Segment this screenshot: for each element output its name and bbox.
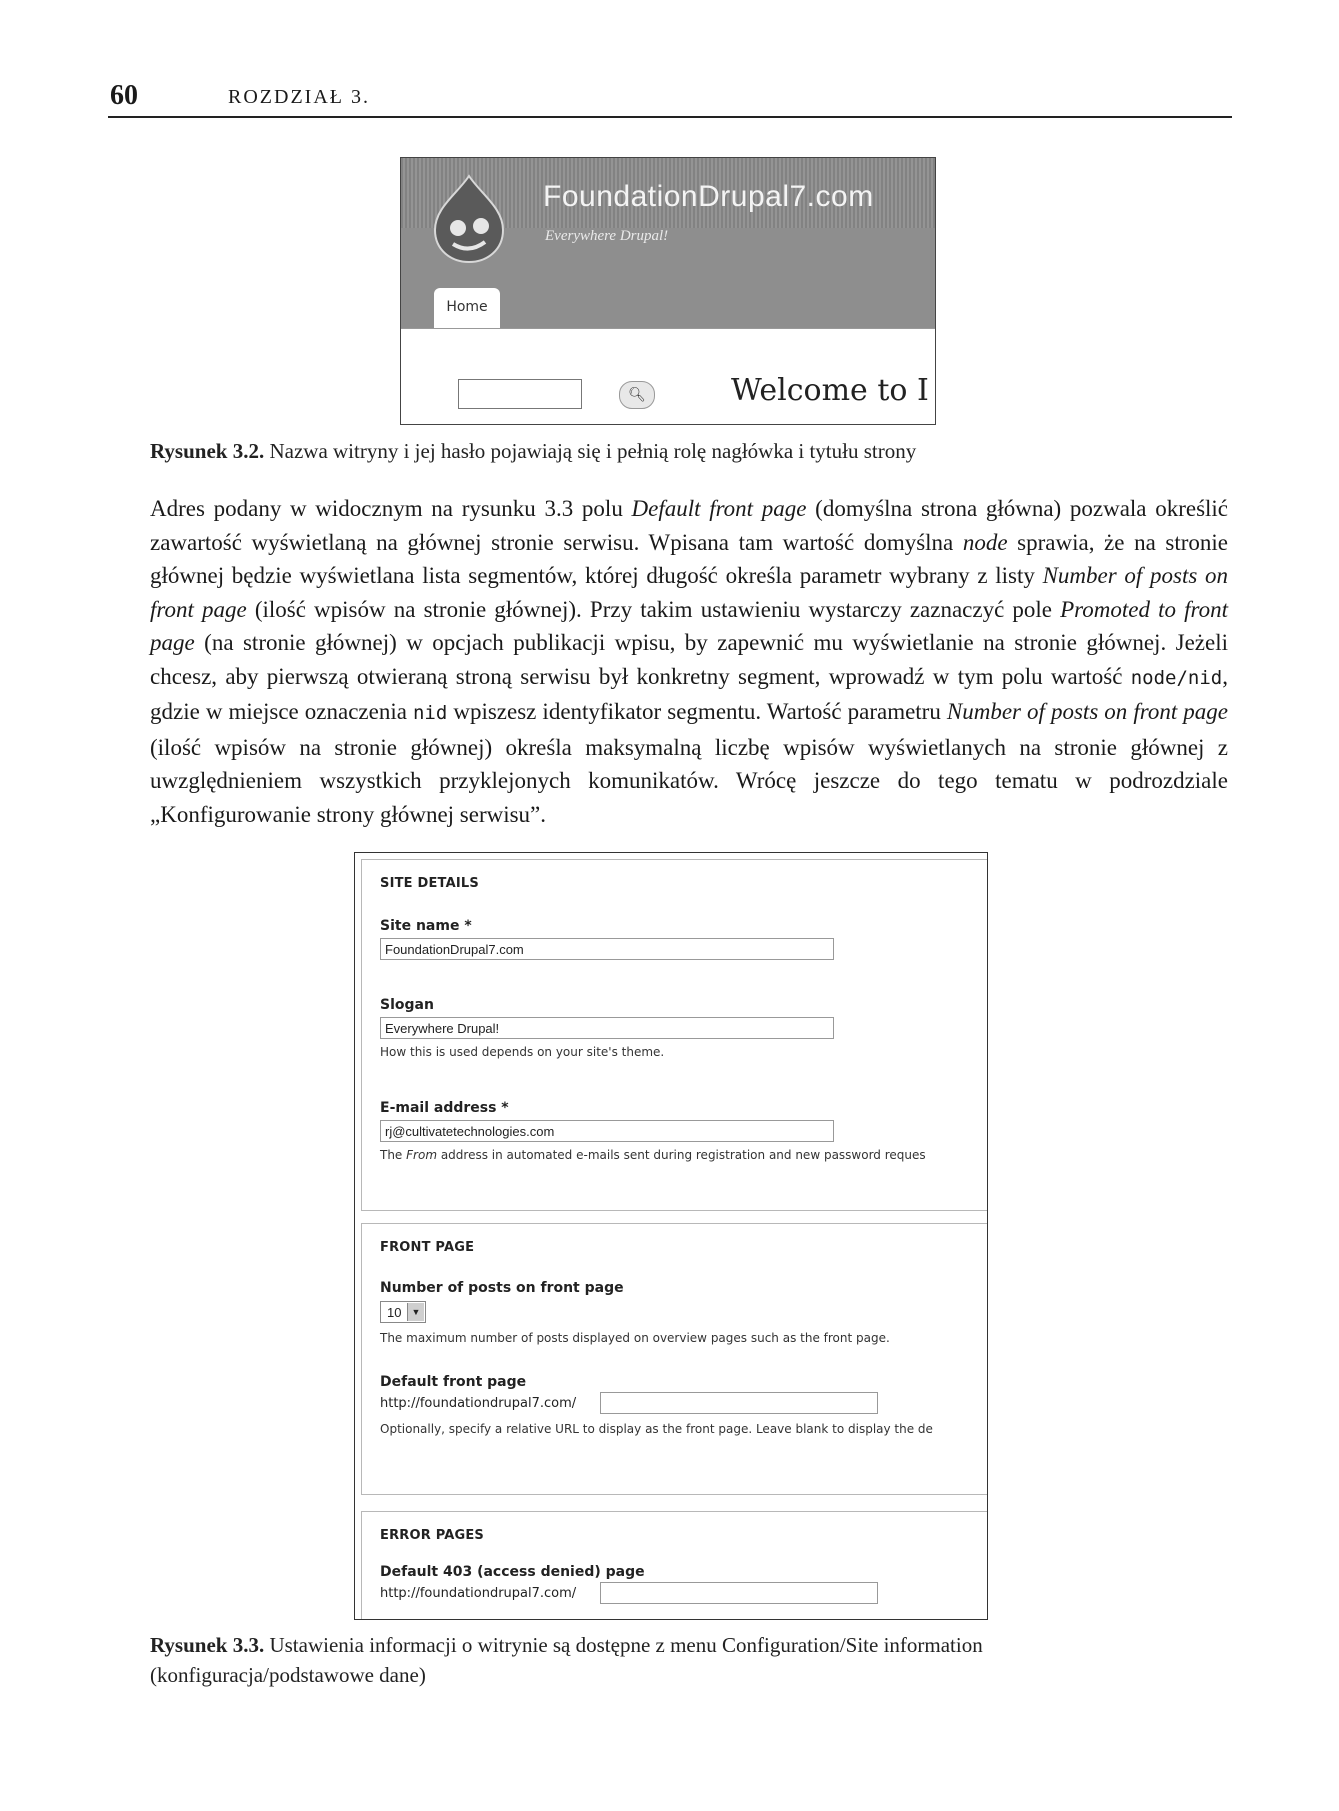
- site-name-heading[interactable]: FoundationDrupal7.com: [543, 180, 874, 213]
- default-front-page-description: Optionally, specify a relative URL to display as the front page. Leave blank to display the de: [380, 1422, 933, 1436]
- text-run: sprawia, że na stronie głównej będzie wyświetlana lista segmentów, której długość określa parametr wybrany z listy: [150, 529, 1228, 588]
- italic-term: Number of posts on front page: [150, 563, 1228, 622]
- default-front-page-label: Default front page: [380, 1374, 527, 1390]
- access-denied-label: Default 403 (access denied) page: [380, 1564, 645, 1580]
- error-pages-legend: ERROR PAGES: [380, 1528, 484, 1543]
- site-details-legend: SITE DETAILS: [380, 876, 479, 891]
- chapter-label: ROZDZIAŁ 3.: [228, 86, 370, 108]
- text-run: wpiszesz identyfikator segmentu. Wartość parametru: [447, 699, 947, 724]
- text-run: (domyślna strona główna) pozwala określić zawartość wyświetlaną na głównej stronie serwisu. Wpisana tam wartość domyślna: [150, 496, 1229, 555]
- figure-3-2-caption: [150, 436, 1210, 466]
- search-icon: 🔍︎: [628, 387, 646, 403]
- figure-3-2-screenshot: [400, 157, 936, 425]
- desc-text: address in automated e-mails sent during registration and new password reques: [437, 1148, 926, 1162]
- access-denied-input[interactable]: [600, 1582, 878, 1604]
- site-name-label: Site name *: [380, 918, 472, 934]
- site-header-banner: [401, 158, 935, 328]
- home-tab[interactable]: Home: [434, 288, 500, 328]
- front-page-fieldset: [361, 1223, 988, 1495]
- access-denied-prefix: http://foundationdrupal7.com/: [380, 1586, 577, 1601]
- search-input[interactable]: [458, 379, 582, 409]
- email-input[interactable]: rj@cultivatetechnologies.com: [380, 1120, 834, 1142]
- running-head: [108, 76, 1232, 118]
- default-front-page-prefix: http://foundationdrupal7.com/: [380, 1396, 577, 1411]
- drupal-drop-logo-icon: [429, 172, 509, 264]
- body-paragraph: [150, 492, 1228, 831]
- desc-emphasis: From: [406, 1148, 438, 1162]
- text-run: (na stronie głównej) w opcjach publikacji wpisu, by zapewnić mu wyświetlanie na stronie głównej. Jeżeli chcesz, aby pierwszą otwieraną stroną serwisu był konkretny segment, wprowadź w tym polu wartość: [150, 630, 1228, 689]
- italic-term: node: [962, 529, 1008, 555]
- page-number: 60: [110, 80, 138, 111]
- email-description: [380, 1148, 926, 1162]
- posts-count-label: Number of posts on front page: [380, 1280, 624, 1296]
- code-term: node/nid: [1130, 666, 1223, 689]
- posts-count-value: 10: [387, 1305, 402, 1320]
- text-run: Adres podany w widocznym na rysunku 3.3 polu: [150, 496, 632, 521]
- slogan-description: How this is used depends on your site's theme.: [380, 1045, 665, 1059]
- italic-term: Default front page: [631, 496, 807, 521]
- error-pages-fieldset: [361, 1511, 988, 1620]
- caption-text: Ustawienia informacji o witrynie są dostępne z menu Configuration/Site information (konfiguracja/podstawowe dane): [150, 1633, 983, 1687]
- front-page-legend: FRONT PAGE: [380, 1240, 475, 1255]
- email-label: E-mail address *: [380, 1100, 509, 1116]
- code-term: nid: [412, 702, 448, 724]
- posts-count-description: The maximum number of posts displayed on overview pages such as the front page.: [380, 1331, 890, 1345]
- italic-term: Promoted to front page: [150, 596, 1228, 655]
- site-name-input[interactable]: FoundationDrupal7.com: [380, 938, 834, 960]
- figure-3-3-caption: [150, 1630, 1150, 1690]
- text-run: , gdzie w miejsce oznaczenia: [150, 663, 1228, 724]
- desc-text: The: [380, 1148, 407, 1162]
- text-run: (ilość wpisów na stronie głównej) określa maksymalną liczbę wpisów wyświetlanych na stronie głównej z uwzględnieniem wszystkich przyklejonych komunikatów. Wrócę jeszcze do tego tematu w podrozdziale „Konfigurowanie strony głównej serwisu”.: [150, 734, 1228, 827]
- chevron-down-icon[interactable]: ▼: [407, 1303, 424, 1321]
- search-button[interactable]: [619, 381, 655, 409]
- slogan-label: Slogan: [380, 997, 434, 1013]
- caption-text: Nazwa witryny i jej hasło pojawiają się i pełnią rolę nagłówka i tytułu strony: [264, 439, 917, 463]
- posts-count-select[interactable]: [380, 1301, 426, 1323]
- default-front-page-input[interactable]: [600, 1392, 878, 1414]
- welcome-heading: Welcome to I: [731, 373, 929, 408]
- italic-term: Number of posts on front page: [946, 699, 1228, 724]
- caption-label: Rysunek 3.2.: [150, 439, 265, 463]
- site-content-area: [401, 328, 935, 425]
- figure-3-3-screenshot: [354, 852, 988, 1620]
- caption-label: Rysunek 3.3.: [150, 1633, 265, 1657]
- text-run: (ilość wpisów na stronie głównej). Przy takim ustawieniu wystarczy zaznaczyć pole: [246, 596, 1061, 622]
- slogan-input[interactable]: Everywhere Drupal!: [380, 1017, 834, 1039]
- site-slogan: Everywhere Drupal!: [545, 228, 669, 244]
- site-details-fieldset: [361, 859, 988, 1211]
